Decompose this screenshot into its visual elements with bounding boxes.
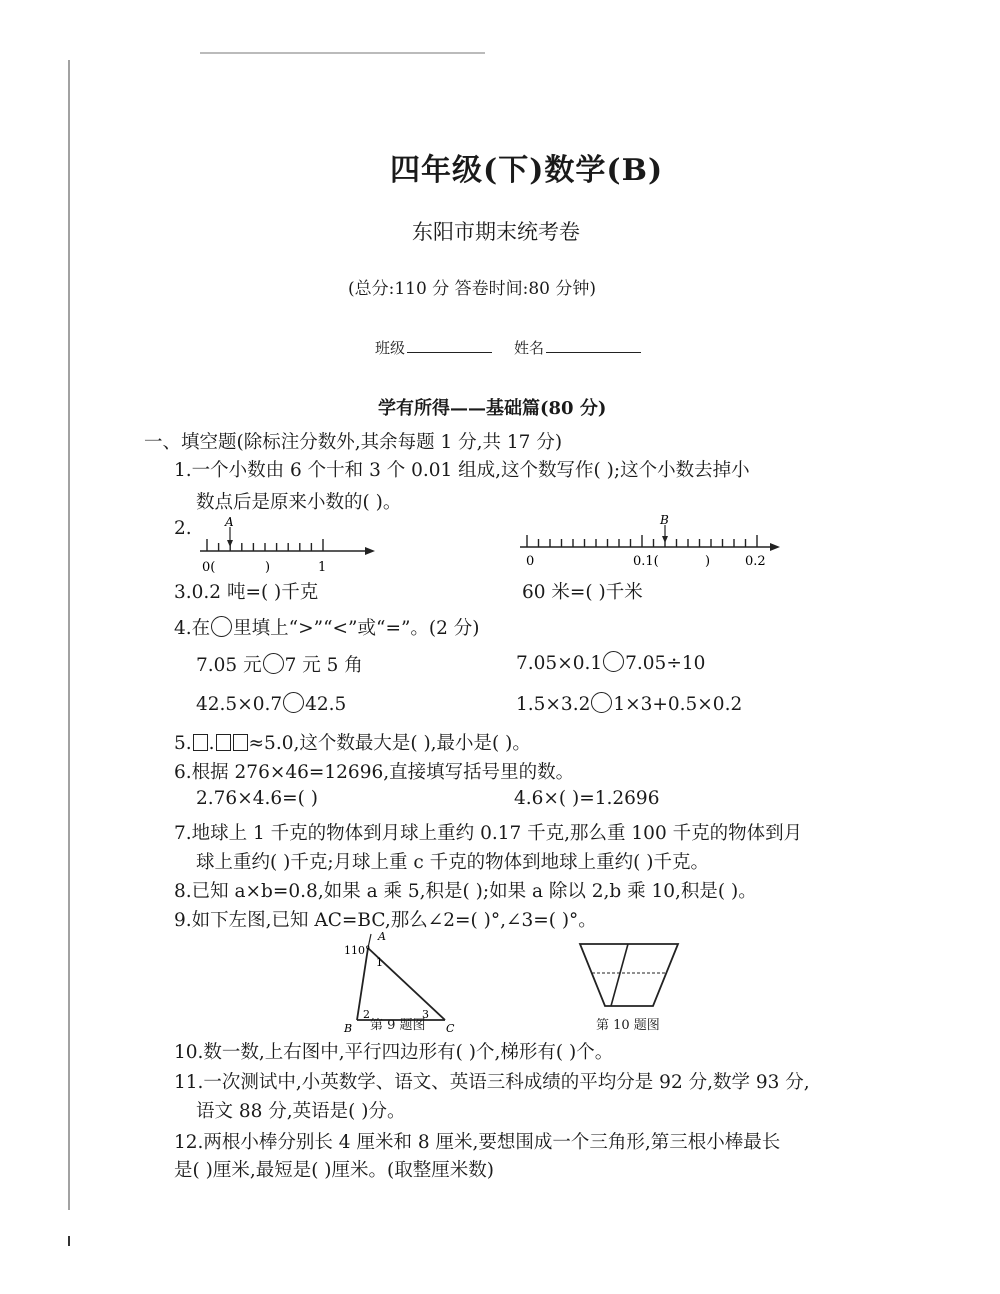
class-field[interactable] — [375, 337, 492, 358]
page-title: 四年级(下)数学(B) — [390, 153, 664, 188]
q7-line1: 7.地球上 1 千克的物体到月球上重约 0.17 千克,那么重 100 千克的物体到月 — [174, 823, 803, 844]
name-field[interactable] — [514, 337, 641, 358]
q12-line2: 是( )厘米,最短是( )厘米。(取整厘米数) — [174, 1160, 494, 1181]
fig9-angle-3: 3 — [422, 1008, 429, 1021]
fig9-angle-1: 1 — [376, 956, 383, 969]
figure-9-caption: 第 9 题图 — [370, 1018, 426, 1033]
part-title: 一、填空题(除标注分数外,其余每题 1 分,共 17 分) — [144, 432, 563, 453]
q1-line1: 1.一个小数由 6 个十和 3 个 0.01 组成,这个数写作( );这个小数去掉小 — [174, 460, 750, 481]
fig9-vertex-B: B — [344, 1022, 353, 1035]
q4d-answer-circle[interactable] — [591, 692, 612, 713]
bottom-tick — [68, 1236, 70, 1246]
q5-digit-box — [216, 734, 231, 751]
fig9-vertex-A: A — [378, 930, 386, 943]
q2-right-label-0: 0 — [526, 554, 535, 569]
q8: 8.已知 a×b=0.8,如果 a 乘 5,积是( );如果 a 除以 2,b 乘 10,积是( )。 — [174, 881, 757, 902]
q11-line2: 语文 88 分,英语是( )分。 — [196, 1101, 406, 1122]
name-blank[interactable] — [546, 351, 641, 353]
q2-right-number-line — [515, 513, 785, 575]
q2-right-label-mid: 0.1( — [633, 554, 659, 569]
q12-line1: 12.两根小棒分别长 4 厘米和 8 厘米,要想围成一个三角形,第三根小棒最长 — [174, 1132, 781, 1153]
q4a: 7.05 元 7 元 5 角 — [196, 655, 363, 676]
q5-digit-box — [193, 734, 208, 751]
q1-line2: 数点后是原来小数的( )。 — [196, 492, 402, 513]
q2-right-pointer-B: B — [660, 513, 669, 527]
figure-10-caption: 第 10 题图 — [596, 1018, 660, 1033]
q4d: 1.5×3.2 1×3+0.5×0.2 — [516, 694, 743, 715]
q5: 5. . ≈5.0,这个数最大是( ),最小是( )。 — [174, 733, 531, 754]
q4-instruction: 4.在 里填上“>”“<”或“=”。(2 分) — [174, 618, 480, 639]
q2-left-label-paren: ) — [265, 560, 271, 575]
q2-right-label-end: 0.2 — [745, 554, 766, 569]
q10: 10.数一数,上右图中,平行四边形有( )个,梯形有( )个。 — [174, 1042, 614, 1063]
q9: 9.如下左图,已知 AC=BC,那么∠2=( )°,∠3=( )°。 — [174, 910, 597, 931]
fig9-vertex-C: C — [446, 1022, 455, 1035]
q2-left-pointer-A: A — [225, 515, 234, 529]
fig9-angle-label: 110° — [344, 944, 371, 957]
top-rule — [200, 52, 485, 54]
section-heading: 学有所得——基础篇(80 分) — [378, 398, 607, 419]
q4c: 42.5×0.7 42.5 — [196, 694, 347, 715]
q2-right-label-paren: ) — [705, 554, 711, 569]
q4b: 7.05×0.1 7.05÷10 — [516, 653, 706, 674]
q6-left: 2.76×4.6=( ) — [196, 788, 318, 809]
q2-left-label-0: 0( — [202, 560, 216, 575]
class-blank[interactable] — [407, 351, 492, 353]
q7-line2: 球上重约( )千克;月球上重 c 千克的物体到地球上重约( )千克。 — [196, 852, 709, 873]
q6: 6.根据 276×46=12696,直接填写括号里的数。 — [174, 762, 575, 783]
class-label: 班级 — [375, 339, 406, 357]
q4-circle-icon — [211, 616, 232, 637]
q4c-answer-circle[interactable] — [283, 692, 304, 713]
q3-right: 60 米=( )千米 — [522, 582, 643, 603]
exam-subtitle: 东阳市期末统考卷 — [412, 220, 580, 244]
q2-left-label-1: 1 — [318, 560, 327, 575]
q4b-answer-circle[interactable] — [603, 651, 624, 672]
q3-left: 3.0.2 吨=( )千克 — [174, 582, 319, 603]
q5-digit-box — [233, 734, 248, 751]
q4a-answer-circle[interactable] — [263, 653, 284, 674]
fig9-angle-2: 2 — [363, 1008, 370, 1021]
q11-line1: 11.一次测试中,小英数学、语文、英语三科成绩的平均分是 92 分,数学 93 分, — [174, 1072, 810, 1093]
figure-10-trapezoid — [575, 936, 690, 1016]
name-label: 姓名 — [514, 339, 545, 357]
q6-right: 4.6×( )=1.2696 — [514, 788, 660, 809]
q2-left-number-line — [195, 515, 380, 575]
score-info: (总分:110 分 答卷时间:80 分钟) — [348, 279, 597, 299]
q2-number: 2. — [174, 518, 192, 539]
binding-margin-line — [68, 60, 70, 1210]
